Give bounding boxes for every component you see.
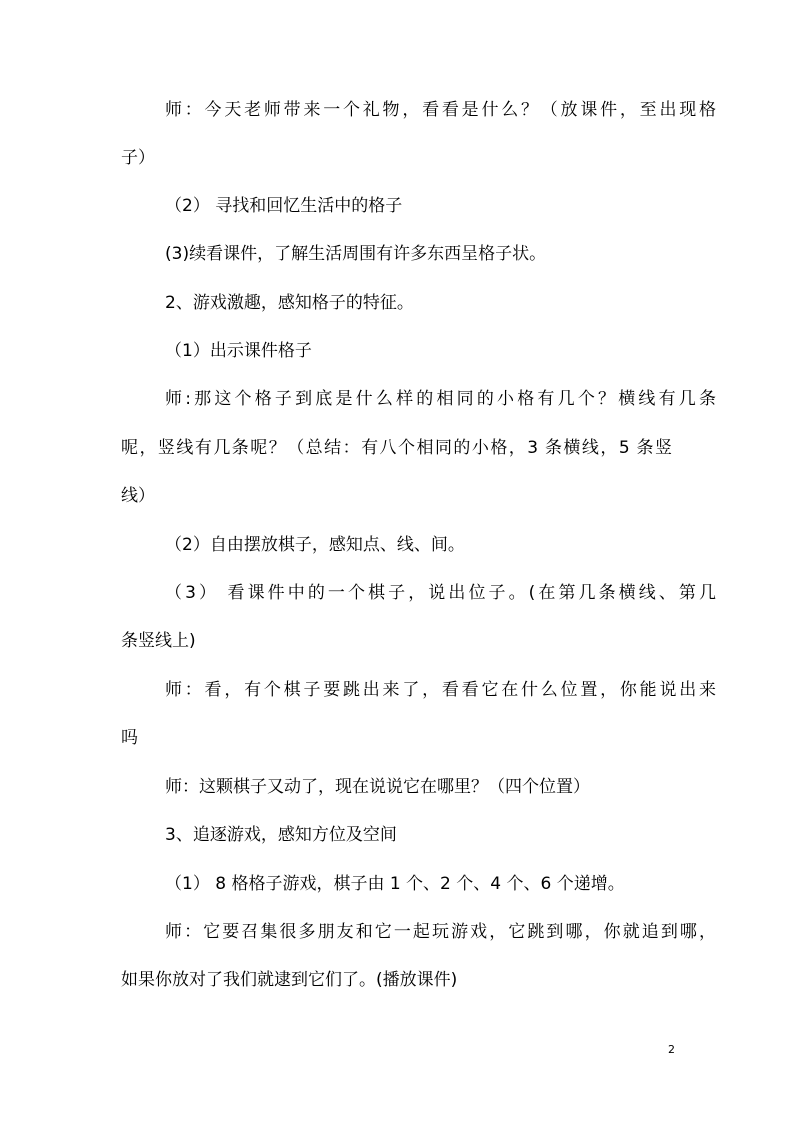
- list-item: （3） 看课件中的一个棋子，说出位子。(在第几条横线、第几: [165, 583, 716, 603]
- paragraph-line: 条竖线上): [121, 631, 196, 651]
- list-item: （1） 8 格格子游戏，棋子由 1 个、2 个、4 个、6 个递增。: [165, 874, 625, 894]
- list-item: （1）出示课件格子: [165, 341, 312, 361]
- list-item: (3)续看课件，了解生活周围有许多东西呈格子状。: [165, 244, 547, 264]
- paragraph-line: 吗: [121, 728, 138, 748]
- paragraph-line: 师：它要召集很多朋友和它一起玩游戏，它跳到哪，你就追到哪，: [165, 922, 716, 942]
- paragraph-line: 线）: [121, 486, 155, 506]
- paragraph-line: 呢，竖线有几条呢？（总结：有八个相同的小格，3 条横线，5 条竖: [121, 438, 672, 458]
- section-heading: 3、追逐游戏，感知方位及空间: [165, 825, 397, 845]
- paragraph-line: 师：这颗棋子又动了，现在说说它在哪里？（四个位置）: [165, 777, 590, 797]
- paragraph-line: 子）: [121, 148, 155, 168]
- list-item: （2） 寻找和回忆生活中的格子: [165, 196, 403, 216]
- section-heading: 2、游戏激趣，感知格子的特征。: [165, 293, 414, 313]
- paragraph-line: 师:那这个格子到底是什么样的相同的小格有几个？横线有几条: [165, 389, 716, 409]
- page-number: 2: [668, 1043, 675, 1056]
- paragraph-line: 师：今天老师带来一个礼物，看看是什么？（放课件，至出现格: [165, 100, 716, 120]
- paragraph-line: 师：看，有个棋子要跳出来了，看看它在什么位置，你能说出来: [165, 680, 716, 700]
- list-item: （2）自由摆放棋子，感知点、线、间。: [165, 535, 465, 555]
- paragraph-line: 如果你放对了我们就逮到它们了。(播放课件): [121, 970, 458, 990]
